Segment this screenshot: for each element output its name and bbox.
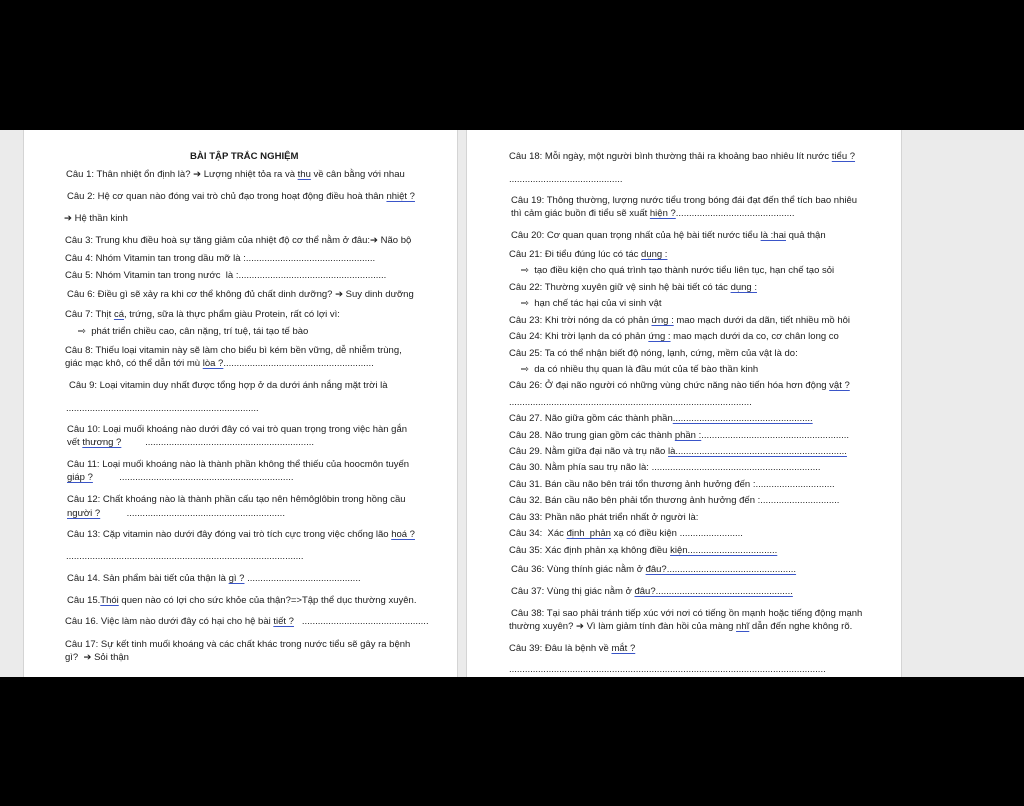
question-text: thì cảm giác buồn đi tiểu sẽ xuất [511,208,650,219]
question-38-line-2 [509,621,852,633]
question-38-line-1: Câu 38: Tại sao phải tránh tiếp xúc với nơi có tiếng ồn mạnh hoặc tiếng động mạnh [511,608,863,619]
worksheet-title: BÀI TẬP TRẮC NGHIỆM [190,151,299,162]
question-20 [511,230,826,242]
question-28 [509,430,849,442]
question-17-line-2: gì? ➔ Sỏi thận [65,652,129,663]
question-13 [67,529,415,541]
question-text: Câu 13: Cặp vitamin nào dưới đây đóng vai trò tích cực trong việc chống lão [67,529,392,540]
question-text: Câu 22: Thường xuyên giữ vệ sinh hệ bài tiết có tác [509,282,731,293]
answer-blank: ................................................ [293,616,429,627]
grammar-flag: người ? [67,508,101,519]
grammar-flag: phần : [674,430,702,441]
answer-blank: ............................................................ [100,508,285,519]
question-33: Câu 33: Phần não phát triển nhất ở người là: [509,512,699,523]
grammar-flag: mắt ? [611,643,636,654]
grammar-flag: thương ? [82,437,122,448]
question-text: mao mạch dưới da co, cơ chân long co [670,331,839,342]
grammar-flag: thu [297,169,311,180]
grammar-flag: đâu?................................................. [645,564,797,575]
question-text: Câu 39: Đâu là bệnh về [509,643,612,654]
question-18 [509,151,855,163]
answer-blank-13: .......................................................................................... [66,551,304,562]
question-25: Câu 25: Ta có thể nhận biết độ nóng, lạnh, cứng, mềm của vật là do: [509,348,798,359]
question-text: Câu 27. Não giữa gồm các thành phần [509,413,673,424]
grammar-flag: nhĩ [736,621,750,632]
question-10-line-2 [67,437,314,449]
question-text: quả thận [785,230,826,241]
question-text: Câu 37: Vùng thị giác nằm ở [511,586,635,597]
question-37 [511,586,793,598]
question-text: Câu 15. [67,595,101,606]
question-text: thường xuyên? ➔ Vì làm giảm tính đàn hồi của màng [509,621,737,632]
grammar-flag: hoá ? [391,529,415,540]
grammar-flag: lòa ? [202,358,224,369]
answer-25: ⇨ da có nhiều thụ quan là đầu mút của tế bào thần kinh [521,364,759,375]
answer-22: ⇨ hạn chế tác hại của vi sinh vật [521,298,662,309]
grammar-flag: hiện ? [649,208,676,219]
grammar-flag: giáp ? [67,472,93,483]
answer-blank: .................................................................. [92,472,294,483]
grammar-flag: định phản [566,528,611,539]
question-text: xạ có điều kiện ........................ [610,528,743,539]
question-text: Câu 18: Mỗi ngày, một người bình thường thải ra khoảng bao nhiêu lít nước [509,151,832,162]
question-text: Câu 28. Não trung gian gồm các thành [509,430,675,441]
question-35 [509,545,777,557]
question-text: Câu 2: Hệ cơ quan nào đóng vai trò chủ đạo trong hoạt động điều hoà thân [67,191,387,202]
question-text: Câu 24: Khi trời lạnh da có phản [509,331,649,342]
question-text: Câu 36: Vùng thính giác nằm ở [511,564,646,575]
question-10-line-1: Câu 10: Loại muối khoáng nào dưới đây có vai trò quan trọng trong việc hàn gắn [67,424,408,435]
grammar-flag: ..................................................... [672,413,813,424]
question-19-line-2 [511,208,795,220]
question-1 [66,169,405,181]
question-19-line-1: Câu 19: Thông thường, lượng nước tiểu trong bóng đái đạt đến thể tích bao nhiêu [511,195,858,206]
grammar-flag: dụng : [730,282,757,293]
grammar-flag: Thói [100,595,119,606]
question-23 [509,315,850,327]
question-29 [509,446,847,458]
grammar-flag: cá [113,309,124,320]
question-text: Câu 23: Khi trời nóng da có phản [509,315,652,326]
grammar-flag: ứng : [648,331,671,342]
answer-blank-39: ........................................................................................................................ [509,664,826,675]
question-text: Câu 29. Nằm giữa đại não và trụ não [509,446,668,457]
question-12-line-1: Câu 12: Chất khoáng nào là thành phần cấu tạo nên hêmôglôbin trong hồng cầu [67,494,406,505]
grammar-flag: nhiệt ? [386,191,415,202]
question-39 [509,643,635,655]
grammar-flag: đâu?.................................................... [634,586,793,597]
page-left[interactable] [24,130,457,677]
question-text: quen nào có lợi cho sức khỏe của thận?=>Tập thể dục thường xuyên. [118,595,417,606]
question-text: Câu 16. Việc làm nào dưới đây có hại cho hệ bài [65,616,274,627]
question-14 [67,573,361,585]
question-21 [509,249,667,261]
answer-blank: ........................................................ [701,430,850,441]
question-27 [509,413,813,425]
grammar-flag: dụng : [641,249,668,260]
question-36 [511,564,796,576]
grammar-flag: vật ? [829,380,850,391]
page-right[interactable] [467,130,901,677]
letterbox-top [0,0,1024,130]
question-6: Câu 6: Điều gì sẽ xảy ra khi cơ thể không đủ chất dinh dưỡng? ➔ Suy dinh dưỡng [67,289,414,300]
question-text: Câu 21: Đi tiểu đúng lúc có tác [509,249,642,260]
question-32: Câu 32. Bán cầu não bên phải tổn thương ảnh hưởng đến :.............................. [509,495,840,506]
question-text: Câu 7: Thịt [65,309,114,320]
question-9: Câu 9: Loại vitamin duy nhất được tổng hợp ở da dưới ánh nắng mặt trời là [69,380,388,391]
answer-blank: ................................................................ [121,437,315,448]
answer-21: ⇨ tạo điều kiện cho quá trình tạo thành nước tiểu liên tục, hạn chế tạo sỏi [521,265,835,276]
question-5: Câu 5: Nhóm Vitamin tan trong nước là :........................................................ [65,270,387,281]
answer-blank: ......................................................... [223,358,374,369]
grammar-flag: là :hai [760,230,786,241]
question-12-line-2 [67,508,285,520]
question-text: Câu 1: Thân nhiệt ổn định là? ➔ Lượng nhiệt tỏa ra và [66,169,298,180]
question-7 [65,309,340,321]
grammar-flag: kiện.................................. [670,545,778,556]
question-8-line-1: Câu 8: Thiếu loại vitamin này sẽ làm cho biểu bì kém bền vững, dễ nhiễm trùng, [65,345,402,356]
question-text: Câu 20: Cơ quan quan trọng nhất của hệ bài tiết nước tiểu [511,230,761,241]
question-text: Câu 35: Xác định phản xạ không điều [509,545,671,556]
question-text: giác mạc khô, có thể dẫn tới mù [65,358,203,369]
question-15 [67,595,416,607]
question-text: vết [67,437,83,448]
grammar-flag: ứng : [651,315,674,326]
question-24 [509,331,839,343]
question-2 [67,191,415,203]
question-34 [509,528,743,540]
question-text: , trứng, sữa là thực phẩm giàu Protein, rất có lợi vì: [123,309,340,320]
question-8-line-2 [65,358,374,370]
grammar-flag: là................................................................. [667,446,847,457]
question-text: Câu 34: Xác [509,528,567,539]
question-3: Câu 3: Trung khu điều hoà sự tăng giảm của nhiệt độ cơ thể nằm ở đâu:➔ Não bộ [65,235,412,246]
grammar-flag: tiểu ? [831,151,856,162]
question-22 [509,282,757,294]
question-text: Câu 26: Ở đại não người có những vùng chức năng nào tiến hóa hơn động [509,380,830,391]
question-26 [509,380,850,392]
document-canvas[interactable] [0,130,1024,677]
letterbox-bottom [0,677,1024,806]
answer-blank: ............................................. [675,208,795,219]
answer-7: ⇨ phát triển chiều cao, cân nặng, trí tuệ, tái tạo tế bào [78,326,309,337]
answer-2: ➔ Hệ thần kinh [64,213,128,224]
grammar-flag: tiết ? [273,616,294,627]
question-text: Câu 14. Sản phẩm bài tiết của thận là [67,573,229,584]
question-17-line-1: Câu 17: Sự kết tinh muối khoáng và các chất khác trong nước tiểu sẽ gây ra bệnh [65,639,411,650]
answer-blank-26: ............................................................................................ [509,397,752,408]
question-31: Câu 31. Bán cầu não bên trái tổn thương ảnh hưởng đến :.............................. [509,479,835,490]
question-text: dẫn đến nghe không rõ. [749,621,853,632]
answer-blank-9: ......................................................................... [66,403,259,414]
answer-blank: ........................................... [244,573,361,584]
answer-blank-18: ........................................... [509,174,623,185]
grammar-flag: gì ? [228,573,245,584]
question-16 [65,616,429,628]
question-text: mao mạch dưới da dãn, tiết nhiều mồ hôi [673,315,851,326]
question-11-line-2 [67,472,294,484]
question-4: Câu 4: Nhóm Vitamin tan trong dầu mỡ là :................................................. [65,253,376,264]
question-11-line-1: Câu 11: Loại muối khoáng nào là thành phần không thể thiếu của hoocmôn tuyến [67,459,410,470]
question-text: về cân bằng với nhau [310,169,405,180]
question-30: Câu 30. Nằm phía sau trụ não là: ................................................................ [509,462,821,473]
